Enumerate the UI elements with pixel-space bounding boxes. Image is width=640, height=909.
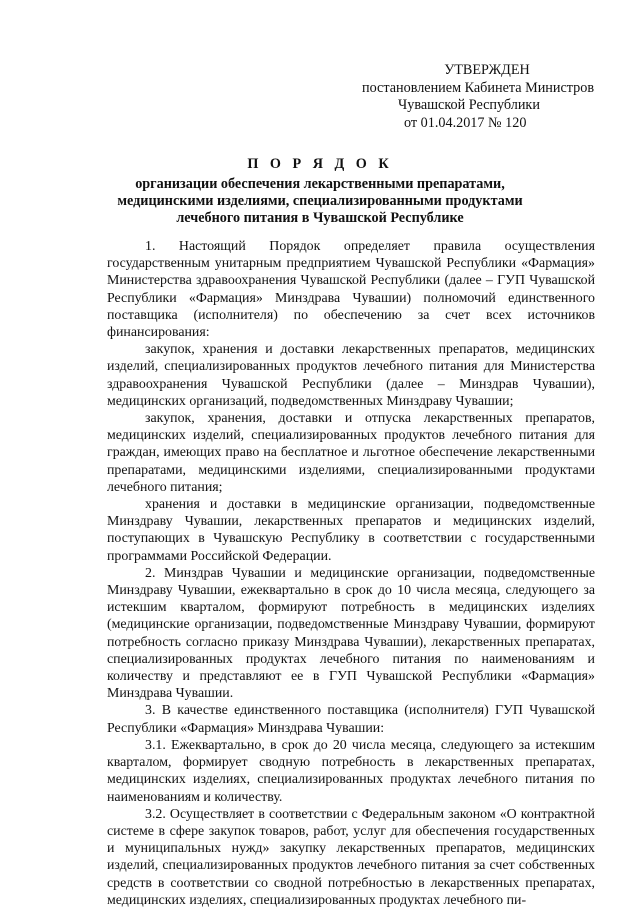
document-title: П О Р Я Д О К bbox=[247, 156, 393, 172]
paragraph-1-item-3: хранения и доставки в медицинские организации, подведомственные Минздраву Чувашии, лекарственных препаратов и медицинских изделий, поступающих в Чувашскую Республику в соответствии с государственными программами Российской Федерации. bbox=[107, 497, 595, 564]
approval-line-2: Чувашской Республики bbox=[398, 97, 540, 113]
paragraph-1: 1. Настоящий Порядок определяет правила осуществления государственным унитарным предприятием Чувашской Республики «Фармация» Министерства здравоохранения Чувашской Республики (далее – ГУП Чувашской Республики «Фармация» Минздрава Чувашии) полномочий единственного поставщика (исполнителя) по обеспечению за счет всех источников финансирования: bbox=[107, 239, 595, 341]
paragraph-3: 3. В качестве единственного поставщика (исполнителя) ГУП Чувашской Республики «Фармация» Минздрава Чувашии: bbox=[107, 703, 595, 736]
paragraph-1-item-2: закупок, хранения, доставки и отпуска лекарственных препаратов, медицинских изделий, специализированных продуктов лечебного питания для граждан, имеющих право на бесплатное и льготное обеспечение лекарственными препаратами, медицинскими изделиями, специализированными продуктами лечебного питания; bbox=[107, 411, 595, 495]
approval-stamp bbox=[362, 62, 612, 132]
document-body bbox=[107, 238, 595, 909]
paragraph-3-2: 3.2. Осуществляет в соответствии с Федеральным законом «О контрактной системе в сфере закупок товаров, работ, услуг для обеспечения государственных и муниципальных нужд» закупку лекарственных препаратов, медицинских изделий, специализированных продуктов лечебного питания за счет собственных средств в соответствии со сводной потребностью в лекарственных препаратах, медицинских изделиях, специализированных продуктах лечебного пи- bbox=[107, 806, 595, 908]
document-subtitle-line-1: организации обеспечения лекарственными препаратами, bbox=[135, 176, 505, 192]
approval-title: УТВЕРЖДЕН bbox=[444, 62, 530, 78]
document-subtitle-line-2: медицинскими изделиями, специализированными продуктами bbox=[117, 193, 523, 209]
paragraph-3-1: 3.1. Ежеквартально, в срок до 20 числа месяца, следующего за истекшим кварталом, формирует сводную потребность в лекарственных препаратах, медицинских изделиях, специализированных продуктах лечебного питания по наименованиям и количеству. bbox=[107, 737, 595, 805]
paragraph-2: 2. Минздрав Чувашии и медицинские организации, подведомственные Минздраву Чувашии, ежеквартально в срок до 10 числа месяца, следующего за истекшим кварталом, формируют потребность в медицинских изделиях (медицинские организации, подведомственные Минздраву Чувашии, формируют потребность согласно приказу Минздрава Чувашии), лекарственных препаратах, специализированных продуктах лечебного питания по наименованиям и количеству и представляют ее в ГУП Чувашской Республики «Фармация» Минздрава Чувашии. bbox=[107, 565, 595, 702]
paragraph-1-item-1: закупок, хранения и доставки лекарственных препаратов, медицинских изделий, специализированных продуктов лечебного питания для Министерства здравоохранения Чувашской Республики (далее – Минздрав Чувашии), медицинских организаций, подведомственных Минздраву Чувашии; bbox=[107, 342, 595, 409]
approval-line-1: постановлением Кабинета Министров bbox=[362, 79, 595, 96]
approval-line-3: от 01.04.2017 № 120 bbox=[404, 114, 527, 131]
document-heading bbox=[110, 156, 530, 227]
document-subtitle-line-3: лечебного питания в Чувашской Республике bbox=[176, 210, 464, 226]
